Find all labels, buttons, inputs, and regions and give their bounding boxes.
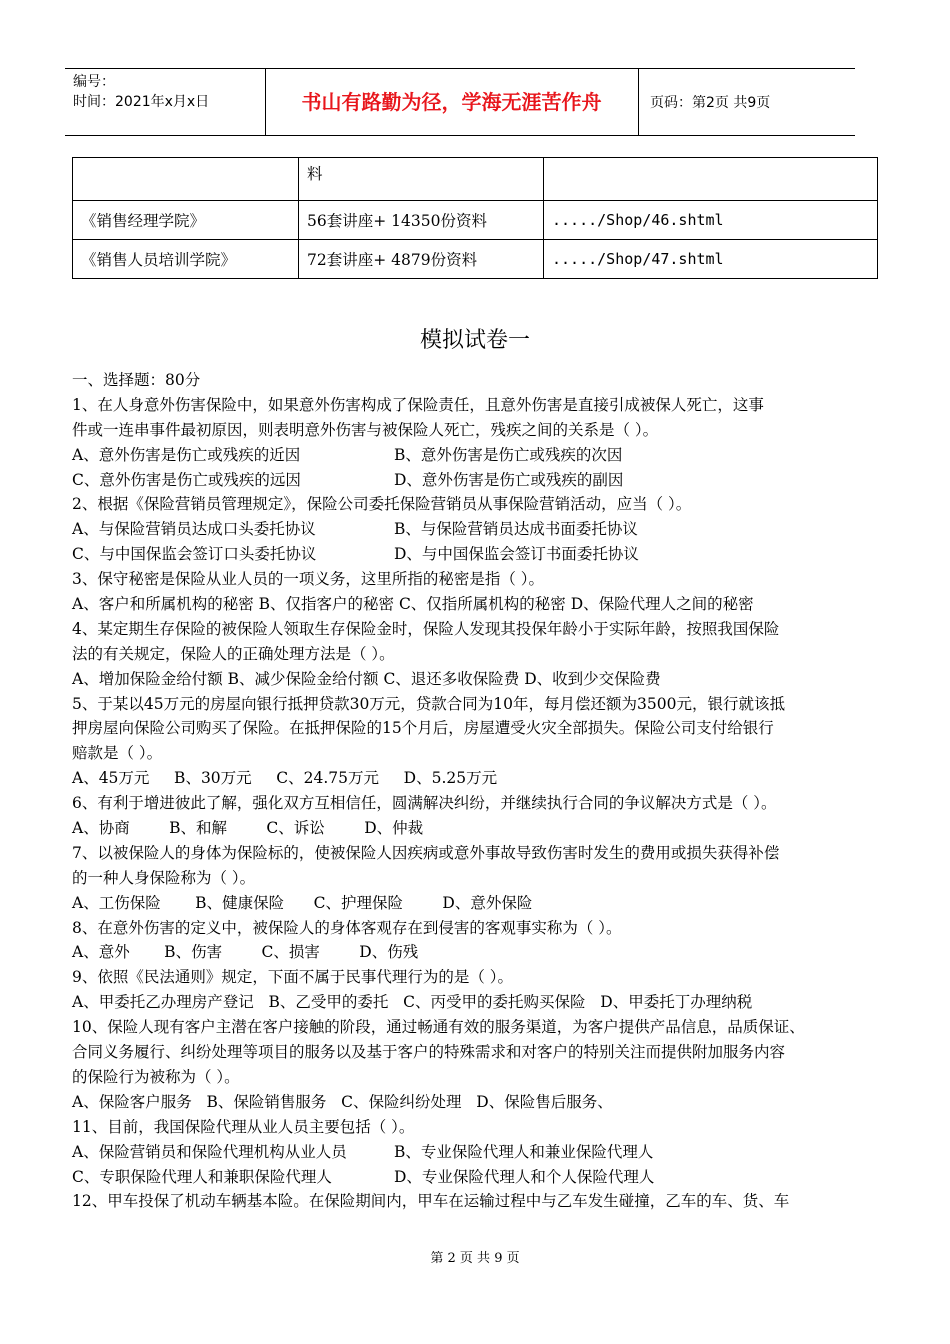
question-stem: 法的有关规定，保险人的正确处理方法是（ ）。 bbox=[72, 644, 395, 663]
table-cell-url[interactable]: ...../Shop/47.shtml bbox=[544, 240, 878, 279]
table-cell-url bbox=[544, 158, 878, 201]
table-row bbox=[73, 240, 878, 279]
question-stem: 8、在意外伤害的定义中，被保险人的身体客观存在到侵害的客观事实称为（ ）。 bbox=[72, 918, 622, 937]
header-divider-right bbox=[638, 68, 639, 135]
page-footer: 第 2 页 共 9 页 bbox=[430, 1251, 520, 1266]
option-row: A、45万元 B、30万元 C、24.75万元 D、5.25万元 bbox=[72, 769, 498, 788]
question-stem: 12、甲车投保了机动车辆基本险。在保险期间内，甲车在运输过程中与乙车发生碰撞，乙车的车、货、车 bbox=[72, 1192, 790, 1211]
question-stem: 件或一连串事件最初原因，则表明意外伤害与被保险人死亡，残疾之间的关系是（ ）。 bbox=[72, 420, 659, 439]
question-stem: 的保险行为被称为（ ）。 bbox=[72, 1067, 240, 1086]
header-code-label: 编号： bbox=[73, 74, 115, 90]
question-stem: 1、在人身意外伤害保险中，如果意外伤害构成了保险责任，且意外伤害是直接引成被保人死亡，这事 bbox=[72, 395, 764, 414]
option-row bbox=[72, 517, 862, 542]
question-stem: 4、某定期生存保险的被保险人领取生存保险金时，保险人发现其投保年龄小于实际年龄，按照我国保险 bbox=[72, 619, 780, 638]
exam-title: 模拟试卷一 bbox=[419, 328, 530, 353]
option-row bbox=[72, 542, 862, 567]
header-bottom-rule bbox=[65, 135, 855, 136]
question-stem: 2、根据《保险营销员管理规定》，保险公司委托保险营销员从事保险营销活动，应当（ ）。 bbox=[72, 495, 692, 514]
table-cell-name: 《销售经理学院》 bbox=[73, 201, 299, 240]
question-stem: 赔款是（ ）。 bbox=[72, 744, 163, 763]
exam-body bbox=[72, 368, 862, 1214]
question-stem: 的一种人身保险称为（ ）。 bbox=[72, 868, 256, 887]
header-meta bbox=[73, 72, 209, 112]
table-cell-name: 《销售人员培训学院》 bbox=[73, 240, 299, 279]
option-row bbox=[72, 1165, 862, 1190]
table-cell-content: 72套讲座+ 4879份资料 bbox=[299, 240, 544, 279]
option-a: A、与保险营销员达成口头委托协议 bbox=[72, 520, 316, 539]
option-c: C、专职保险代理人和兼职保险代理人 bbox=[72, 1167, 332, 1186]
resource-table bbox=[72, 157, 878, 279]
table-cell-url[interactable]: ...../Shop/46.shtml bbox=[544, 201, 878, 240]
question-stem: 3、保守秘密是保险从业人员的一项义务，这里所指的秘密是指（ ）。 bbox=[72, 570, 545, 589]
option-b: B、专业保险代理人和兼业保险代理人 bbox=[394, 1142, 654, 1161]
option-row bbox=[72, 468, 862, 493]
question-stem: 9、依照《民法通则》规定，下面不属于民事代理行为的是（ ）。 bbox=[72, 968, 514, 987]
option-row: A、意外 B、伤害 C、损害 D、伤残 bbox=[72, 943, 419, 962]
table-cell-content: 56套讲座+ 14350份资料 bbox=[299, 201, 544, 240]
option-row: A、协商 B、和解 C、诉讼 D、仲裁 bbox=[72, 819, 424, 838]
option-row: A、增加保险金给付额 B、减少保险金给付额 C、退还多收保险费 D、收到少交保险费 bbox=[72, 669, 661, 688]
option-d: D、专业保险代理人和个人保险代理人 bbox=[394, 1167, 655, 1186]
question-stem: 5、于某以45万元的房屋向银行抵押贷款30万元，贷款合同为10年，每月偿还额为3500元，银行就该抵 bbox=[72, 694, 785, 713]
table-cell-content: 料 bbox=[299, 158, 544, 201]
option-a: A、保险营销员和保险代理机构从业人员 bbox=[72, 1142, 347, 1161]
section-heading: 一、选择题：80分 bbox=[72, 371, 201, 389]
question-stem: 押房屋向保险公司购买了保险。在抵押保险的15个月后，房屋遭受火灾全部损失。保险公司支付给银行 bbox=[72, 719, 774, 738]
question-stem: 11、目前，我国保险代理从业人员主要包括（ ）。 bbox=[72, 1117, 415, 1136]
option-b: B、与保险营销员达成书面委托协议 bbox=[394, 520, 638, 539]
header-page-label: 页码：第2页 共9页 bbox=[650, 95, 771, 111]
table-row bbox=[73, 158, 878, 201]
option-row: A、甲委托乙办理房产登记 B、乙受甲的委托 C、丙受甲的委托购买保险 D、甲委托丁办理纳税 bbox=[72, 993, 753, 1012]
option-row bbox=[72, 1140, 862, 1165]
option-row: A、客户和所属机构的秘密 B、仅指客户的秘密 C、仅指所属机构的秘密 D、保险代理人之间的秘密 bbox=[72, 595, 754, 614]
header-motto: 书山有路勤为径，学海无涯苦作舟 bbox=[301, 90, 602, 114]
question-stem: 合同义务履行、纠纷处理等项目的服务以及基于客户的特殊需求和对客户的特别关注而提供附加服务内容 bbox=[72, 1043, 786, 1062]
header-top-rule bbox=[65, 68, 855, 69]
table-row bbox=[73, 201, 878, 240]
option-row: A、保险客户服务 B、保险销售服务 C、保险纠纷处理 D、保险售后服务、 bbox=[72, 1092, 613, 1111]
option-row bbox=[72, 443, 862, 468]
option-row: A、工伤保险 B、健康保险 C、护理保险 D、意外保险 bbox=[72, 893, 533, 912]
option-c: C、与中国保监会签订口头委托协议 bbox=[72, 545, 317, 564]
question-stem: 6、有利于增进彼此了解，强化双方互相信任，圆满解决纠纷，并继续执行合同的争议解决方式是（ ）。 bbox=[72, 794, 777, 813]
option-b: B、意外伤害是伤亡或残疾的次因 bbox=[394, 445, 623, 464]
option-d: D、意外伤害是伤亡或残疾的副因 bbox=[394, 470, 624, 489]
table-cell-name bbox=[73, 158, 299, 201]
question-stem: 7、以被保险人的身体为保险标的，使被保险人因疾病或意外事故导致伤害时发生的费用或损失获得补偿 bbox=[72, 843, 780, 862]
option-c: C、意外伤害是伤亡或残疾的远因 bbox=[72, 470, 301, 489]
question-stem: 10、保险人现有客户主潜在客户接触的阶段，通过畅通有效的服务渠道，为客户提供产品信息，品质保证、 bbox=[72, 1018, 805, 1037]
option-a: A、意外伤害是伤亡或残疾的近因 bbox=[72, 445, 301, 464]
option-d: D、与中国保监会签订书面委托协议 bbox=[394, 545, 639, 564]
header-time-label: 时间：2021年x月x日 bbox=[73, 94, 210, 110]
